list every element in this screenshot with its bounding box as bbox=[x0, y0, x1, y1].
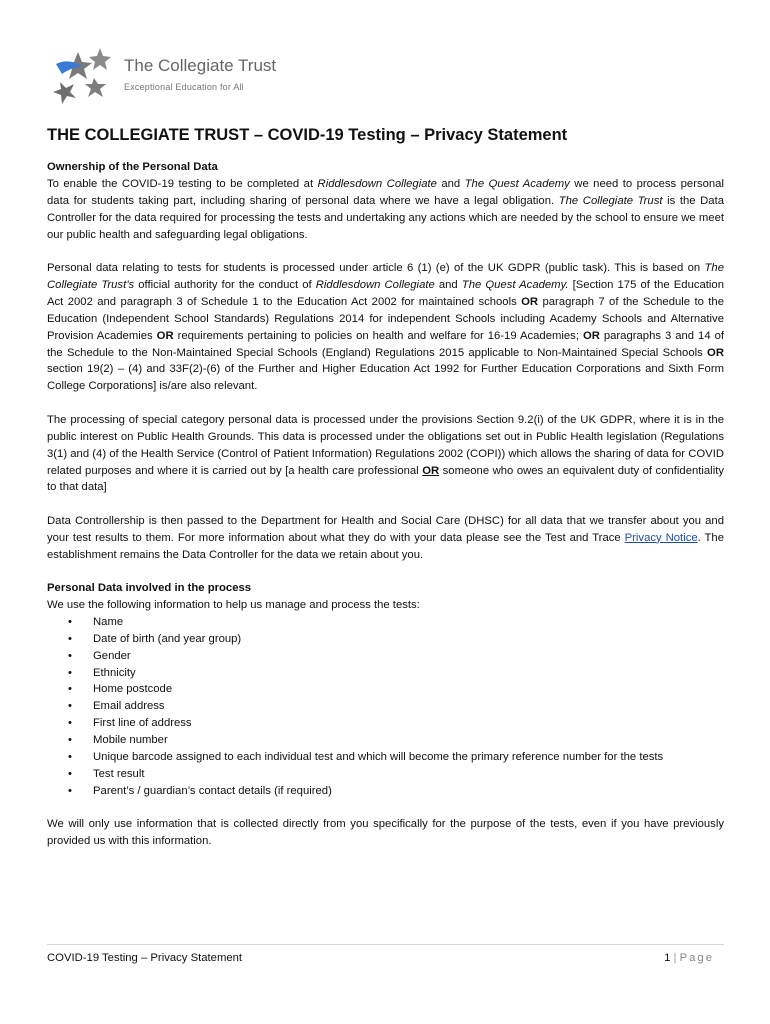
page-number: 1 bbox=[664, 952, 671, 964]
page-footer bbox=[47, 950, 714, 966]
list-item: • Parent’s / guardian’s contact details (if required) bbox=[47, 783, 724, 800]
personal-data-intro: We use the following information to help us manage and process the tests: bbox=[47, 598, 420, 611]
privacy-notice-link[interactable]: Privacy Notice bbox=[624, 531, 698, 544]
personal-data-heading: Personal Data involved in the process bbox=[47, 582, 252, 595]
list-item: • Ethnicity bbox=[47, 665, 724, 682]
list-item: • Date of birth (and year group) bbox=[47, 631, 724, 648]
list-item: • Test result bbox=[47, 766, 724, 783]
page-label: Page bbox=[679, 952, 714, 964]
personal-data-list bbox=[47, 614, 724, 800]
list-item: • Name bbox=[47, 614, 724, 631]
page-indicator bbox=[664, 950, 714, 966]
ownership-paragraph-1: To enable the COVID-19 testing to be completed at Riddlesdown Collegiate and The Quest Academy we need to process personal data for students taking part, including sharing of personal data where we have a legal obligation. The Collegiate Trust is the Data Controller for the data required for processing the tests and undertaking any actions which are needed by the school to ensure we meet our public health and safeguarding legal obligations. bbox=[47, 177, 724, 241]
list-item: • Mobile number bbox=[47, 732, 724, 749]
list-item: • Email address bbox=[47, 698, 724, 715]
org-tagline: Exceptional Education for All bbox=[124, 82, 244, 92]
logo-text bbox=[124, 56, 276, 92]
footer-title: COVID-19 Testing – Privacy Statement bbox=[47, 952, 243, 964]
ownership-paragraph-4: Data Controllership is then passed to the Department for Health and Social Care (DHSC) for all data that we transfer about you and your test results to them. For more information about what they do with your data please see the Test and Trace Privacy Notice. The establishment remains the Data Controller for the data we retain about you. bbox=[47, 514, 724, 561]
list-item: • Unique barcode assigned to each individual test and which will become the primary reference number for the tests bbox=[47, 749, 724, 766]
closing-paragraph: We will only use information that is collected directly from you specifically for the purpose of the tests, even if you have previously provided us with this information. bbox=[47, 818, 724, 848]
ownership-heading: Ownership of the Personal Data bbox=[47, 161, 218, 173]
list-item: • Home postcode bbox=[47, 681, 724, 698]
page-title: THE COLLEGIATE TRUST – COVID-19 Testing – Privacy Statement bbox=[47, 126, 568, 144]
ownership-paragraph-3: The processing of special category personal data is processed under the provisions Section 9.2(i) of the UK GDPR, where it is in the public interest on Public Health Grounds. This data is processed under the obligations set out in Public Health legislation (Regulations 3(1) and (4) of the Health Service (Control of Patient Information) Regulations 2002 (COPI)) which allows the sharing of data for COVID related purposes and where it is carried out by [a health care professional OR someone who owes an equivalent duty of confidentiality to that data] bbox=[47, 413, 724, 494]
footer-divider bbox=[47, 944, 724, 945]
list-item: • First line of address bbox=[47, 715, 724, 732]
document-body bbox=[47, 124, 724, 850]
page-separator: | bbox=[673, 952, 677, 964]
star-figures-icon bbox=[53, 48, 111, 104]
org-name: The Collegiate Trust bbox=[124, 56, 277, 75]
list-item: • Gender bbox=[47, 648, 724, 665]
ownership-paragraph-2: Personal data relating to tests for students is processed under article 6 (1) (e) of the UK GDPR (public task). This is based on The Collegiate Trust’s official authority for the conduct of Riddlesdown Collegiate and The Quest Academy. [Section 175 of the Education Act 2002 and paragraph 3 of Schedule 1 to the Education Act 2002 for maintained schools OR paragraph 7 of the Schedule to the Education (Independent School Standards) Regulations 2014 for independent Schools including Academy Schools and Alternative Provision Academies OR requirements pertaining to policies on health and welfare for 16-19 Academies; OR paragraphs 3 and 14 of the Schedule to the Non-Maintained Special Schools (England) Regulations 2015 applicable to Non-Maintained Special Schools OR section 19(2) – (4) and 33F(2)-(6) of the Further and Higher Education Act 1992 for Further Education Corporations and Sixth Form College Corporations] is/are also relevant. bbox=[47, 262, 724, 393]
